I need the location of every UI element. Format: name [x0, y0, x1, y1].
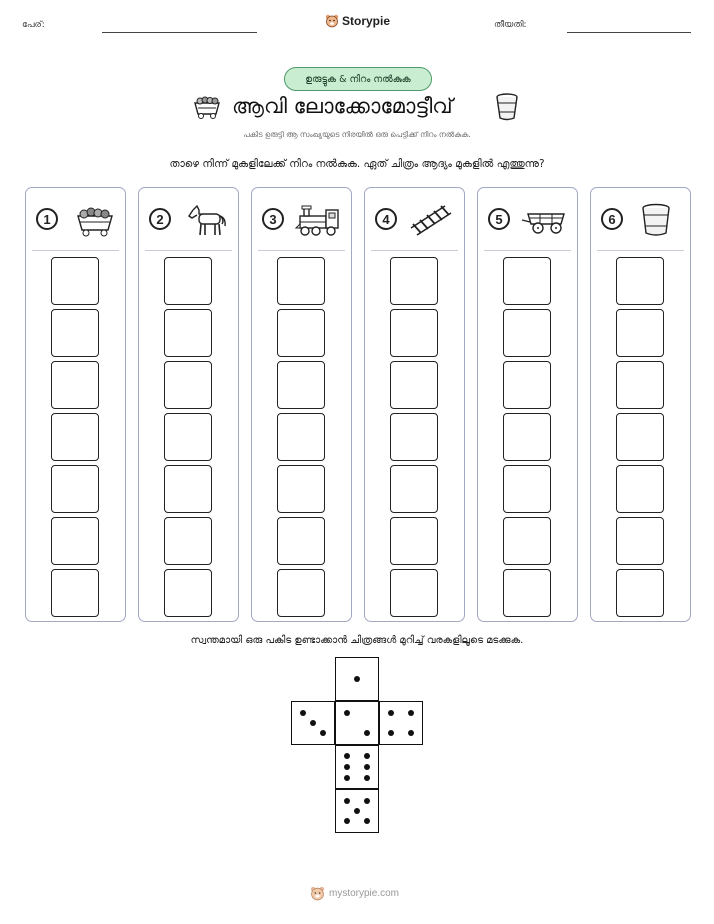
storypie-bear-icon	[310, 886, 325, 901]
rail-track-icon	[405, 202, 455, 238]
color-box[interactable]	[503, 413, 551, 461]
pip	[300, 710, 306, 716]
coal-cart-icon	[66, 202, 116, 238]
page-title: ആവി ലോക്കോമോട്ടീവ്	[232, 94, 453, 118]
pip	[320, 730, 326, 736]
color-box[interactable]	[390, 465, 438, 513]
column-1	[25, 187, 126, 622]
color-box[interactable]	[616, 309, 664, 357]
pip	[364, 798, 370, 804]
pip	[344, 798, 350, 804]
color-box[interactable]	[164, 465, 212, 513]
column-divider	[597, 250, 684, 251]
dice-face-2	[335, 701, 379, 745]
column-divider	[32, 250, 119, 251]
column-header	[26, 188, 125, 250]
color-box[interactable]	[390, 413, 438, 461]
color-box[interactable]	[277, 361, 325, 409]
name-label: പേര്:	[22, 20, 45, 30]
wagon-icon	[518, 202, 568, 238]
dice-face-5	[335, 789, 379, 833]
subtitle: പകിട ഉരുട്ടി ആ സംഖ്യയുടെ നിരയിൽ ഒരു പെട്ടിക്ക് നിറം നൽകുക.	[243, 130, 471, 139]
color-box[interactable]	[51, 569, 99, 617]
column-number: 5	[488, 208, 510, 230]
pip	[388, 710, 394, 716]
column-divider	[371, 250, 458, 251]
color-box[interactable]	[616, 413, 664, 461]
color-box[interactable]	[503, 569, 551, 617]
column-6	[590, 187, 691, 622]
color-box[interactable]	[51, 413, 99, 461]
column-4	[364, 187, 465, 622]
pip	[408, 710, 414, 716]
color-box[interactable]	[277, 309, 325, 357]
pip	[364, 818, 370, 824]
color-box[interactable]	[277, 257, 325, 305]
pip	[310, 720, 316, 726]
color-box[interactable]	[164, 569, 212, 617]
pip	[364, 775, 370, 781]
bucket-icon	[494, 92, 520, 122]
color-box[interactable]	[164, 413, 212, 461]
pip	[388, 730, 394, 736]
column-number: 4	[375, 208, 397, 230]
pip	[408, 730, 414, 736]
color-box[interactable]	[164, 309, 212, 357]
footer	[310, 886, 399, 901]
column-number: 3	[262, 208, 284, 230]
coal-cart-icon	[192, 94, 222, 120]
color-box[interactable]	[51, 465, 99, 513]
brand-logo	[325, 14, 390, 28]
locomotive-icon	[292, 202, 342, 238]
pip	[364, 764, 370, 770]
dice-face-6	[335, 745, 379, 789]
color-box[interactable]	[503, 257, 551, 305]
dice-instruction: സ്വന്തമായി ഒരു പകിട ഉണ്ടാക്കാൻ ചിത്രങ്ങൾ മുറിച്ച് വരകളിലൂടെ മടക്കുക.	[190, 635, 524, 646]
color-box[interactable]	[51, 361, 99, 409]
activity-badge: ഉരുട്ടുക & നിറം നൽകുക	[284, 67, 432, 91]
question: താഴെ നിന്ന് മുകളിലേക്ക് നിറം നൽകുക. ഏത് ചിത്രം ആദ്യം മുകളിൽ എത്തുന്നു?	[169, 158, 545, 170]
column-header	[478, 188, 577, 250]
color-box[interactable]	[503, 517, 551, 565]
color-box[interactable]	[51, 309, 99, 357]
color-box[interactable]	[616, 569, 664, 617]
column-header	[139, 188, 238, 250]
color-box[interactable]	[277, 465, 325, 513]
column-divider	[145, 250, 232, 251]
color-box[interactable]	[616, 361, 664, 409]
date-line	[567, 32, 691, 33]
column-divider	[484, 250, 571, 251]
color-box[interactable]	[277, 413, 325, 461]
pip	[344, 753, 350, 759]
color-box[interactable]	[164, 257, 212, 305]
column-divider	[258, 250, 345, 251]
footer-url[interactable]: mystorypie.com	[329, 888, 400, 899]
column-number: 2	[149, 208, 171, 230]
color-box[interactable]	[616, 517, 664, 565]
color-box[interactable]	[390, 517, 438, 565]
header	[0, 12, 714, 42]
color-box[interactable]	[616, 257, 664, 305]
color-box[interactable]	[51, 517, 99, 565]
pip	[344, 775, 350, 781]
title-row	[0, 92, 714, 124]
pip	[354, 808, 360, 814]
brand-name: Storypie	[342, 14, 391, 28]
column-2	[138, 187, 239, 622]
color-box[interactable]	[390, 257, 438, 305]
color-box[interactable]	[390, 361, 438, 409]
dice-face-1	[335, 657, 379, 701]
color-box[interactable]	[503, 309, 551, 357]
column-header	[252, 188, 351, 250]
pip	[364, 753, 370, 759]
color-box[interactable]	[51, 257, 99, 305]
column-number: 6	[601, 208, 623, 230]
bucket-icon	[631, 202, 681, 238]
column-number: 1	[36, 208, 58, 230]
column-header	[365, 188, 464, 250]
color-box[interactable]	[503, 465, 551, 513]
pip	[344, 710, 350, 716]
horse-icon	[179, 202, 229, 238]
pip	[354, 676, 360, 682]
dice-face-3	[291, 701, 335, 745]
color-box[interactable]	[616, 465, 664, 513]
column-3	[251, 187, 352, 622]
column-header	[591, 188, 690, 250]
color-box[interactable]	[277, 517, 325, 565]
color-box[interactable]	[503, 361, 551, 409]
storypie-bear-icon	[325, 14, 339, 28]
color-box[interactable]	[277, 569, 325, 617]
dice-face-4	[379, 701, 423, 745]
color-box[interactable]	[390, 309, 438, 357]
pip	[344, 818, 350, 824]
color-box[interactable]	[390, 569, 438, 617]
color-box[interactable]	[164, 517, 212, 565]
date-label: തീയതി:	[494, 20, 527, 30]
pip	[344, 764, 350, 770]
column-5	[477, 187, 578, 622]
pip	[364, 730, 370, 736]
color-box[interactable]	[164, 361, 212, 409]
name-line	[102, 32, 257, 33]
